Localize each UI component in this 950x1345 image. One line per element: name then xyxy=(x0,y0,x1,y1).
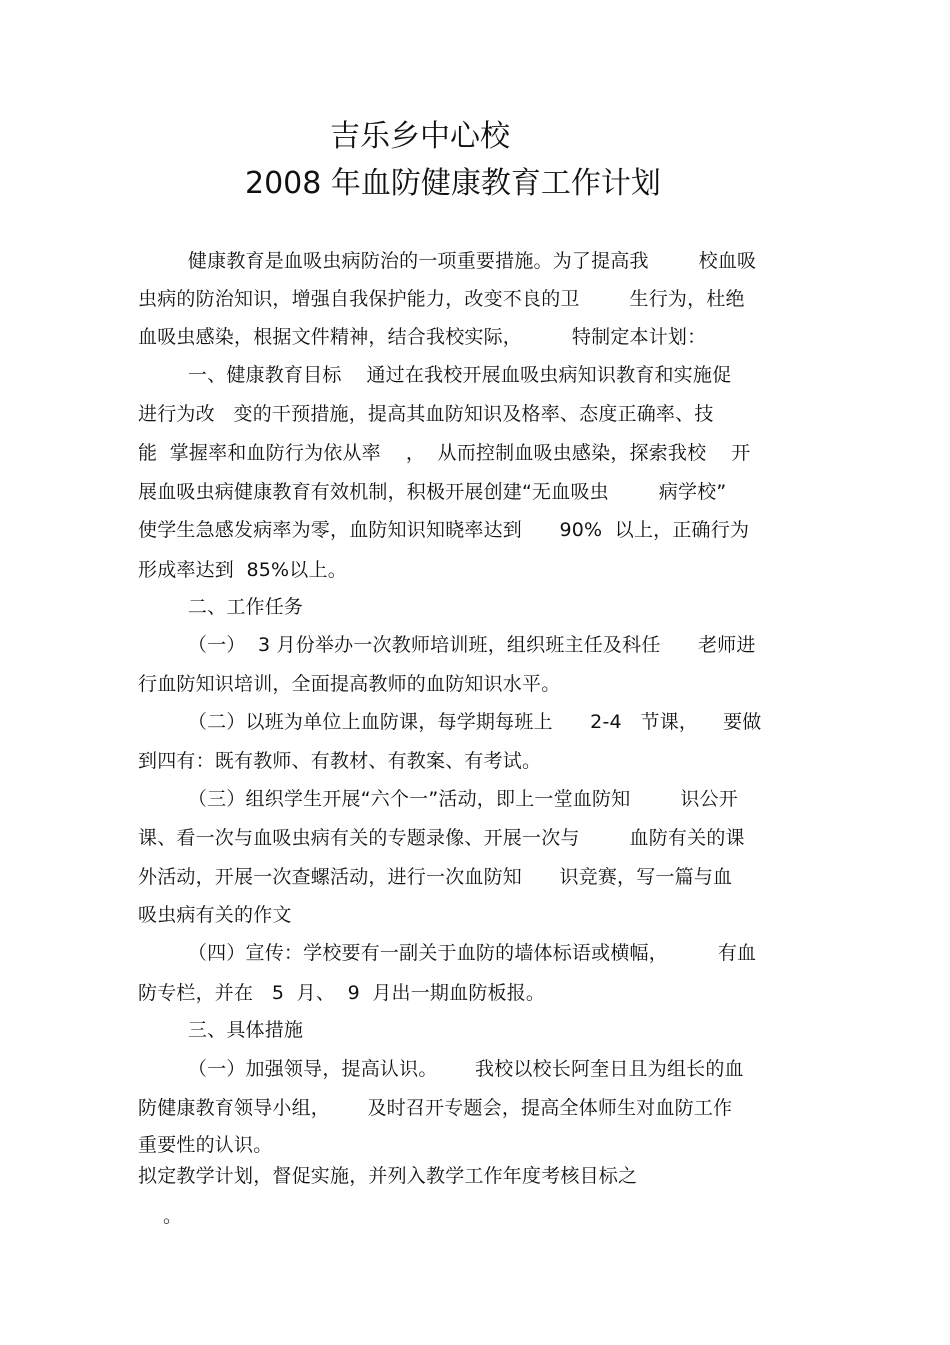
paragraph-line: （四）宣传：学校要有一副关于血防的墙体标语或横幅， 有血 xyxy=(138,942,757,964)
paragraph-line: 吸虫病有关的作文 xyxy=(138,904,292,926)
paragraph-line: 行血防知识培训，全面提高教师的血防知识水平。 xyxy=(138,673,561,695)
paragraph-line: （二）以班为单位上血防课，每学期每班上 2-4 节课， 要做 xyxy=(138,711,762,733)
paragraph-line: 防健康教育领导小组， 及时召开专题会，提高全体师生对血防工作 xyxy=(138,1097,733,1119)
paragraph-line: 防专栏，并在 5 月、 9 月出一期血防板报。 xyxy=(138,982,546,1004)
paragraph-line: 形成率达到 85%以上。 xyxy=(138,559,347,581)
paragraph-line: （三）组织学生开展“六个一”活动，即上一堂血防知 识公开 xyxy=(138,788,738,810)
paragraph-line: （一） 3 月份举办一次教师培训班，组织班主任及科任 老师进 xyxy=(138,634,756,656)
paragraph-line: 展血吸虫病健康教育有效机制，积极开展创建“无血吸虫 病学校” xyxy=(138,481,727,503)
paragraph-line: 。 xyxy=(138,1205,183,1227)
paragraph-line: 重要性的认识。 xyxy=(138,1134,273,1156)
paragraph-line: 一、健康教育目标 通过在我校开展血吸虫病知识教育和实施促 xyxy=(138,364,732,386)
document-title: 吉乐乡中心校 xyxy=(330,119,510,154)
section-heading: 三、具体措施 xyxy=(138,1019,304,1041)
section-heading: 二、工作任务 xyxy=(138,596,304,618)
paragraph-line: 外活动，开展一次查螺活动，进行一次血防知 识竞赛，写一篇与血 xyxy=(138,866,733,888)
paragraph-line: 能 掌握率和血防行为依从率 ， 从而控制血吸虫感染，探索我校 开 xyxy=(138,442,751,464)
paragraph-line: 健康教育是血吸虫病防治的一项重要措施。为了提高我 校血吸 xyxy=(138,250,757,272)
paragraph-line: 到四有：既有教师、有教材、有教案、有考试。 xyxy=(138,750,542,772)
paragraph-line: 进行为改 变的干预措施，提高其血防知识及格率、态度正确率、技 xyxy=(138,403,714,425)
paragraph-line: 使学生急感发病率为零，血防知识知晓率达到 90% 以上，正确行为 xyxy=(138,519,750,541)
document-subtitle: 2008 年血防健康教育工作计划 xyxy=(245,166,661,201)
paragraph-line: 拟定教学计划，督促实施，并列入教学工作年度考核目标之 xyxy=(138,1165,638,1187)
paragraph-line: 血吸虫感染，根据文件精神，结合我校实际， 特制定本计划： xyxy=(138,326,707,348)
paragraph-line: 课、看一次与血吸虫病有关的专题录像、开展一次与 血防有关的课 xyxy=(138,827,745,849)
paragraph-line: （一）加强领导，提高认识。 我校以校长阿奎日且为组长的血 xyxy=(138,1058,744,1080)
paragraph-line: 虫病的防治知识，增强自我保护能力，改变不良的卫 生行为，杜绝 xyxy=(138,288,745,310)
